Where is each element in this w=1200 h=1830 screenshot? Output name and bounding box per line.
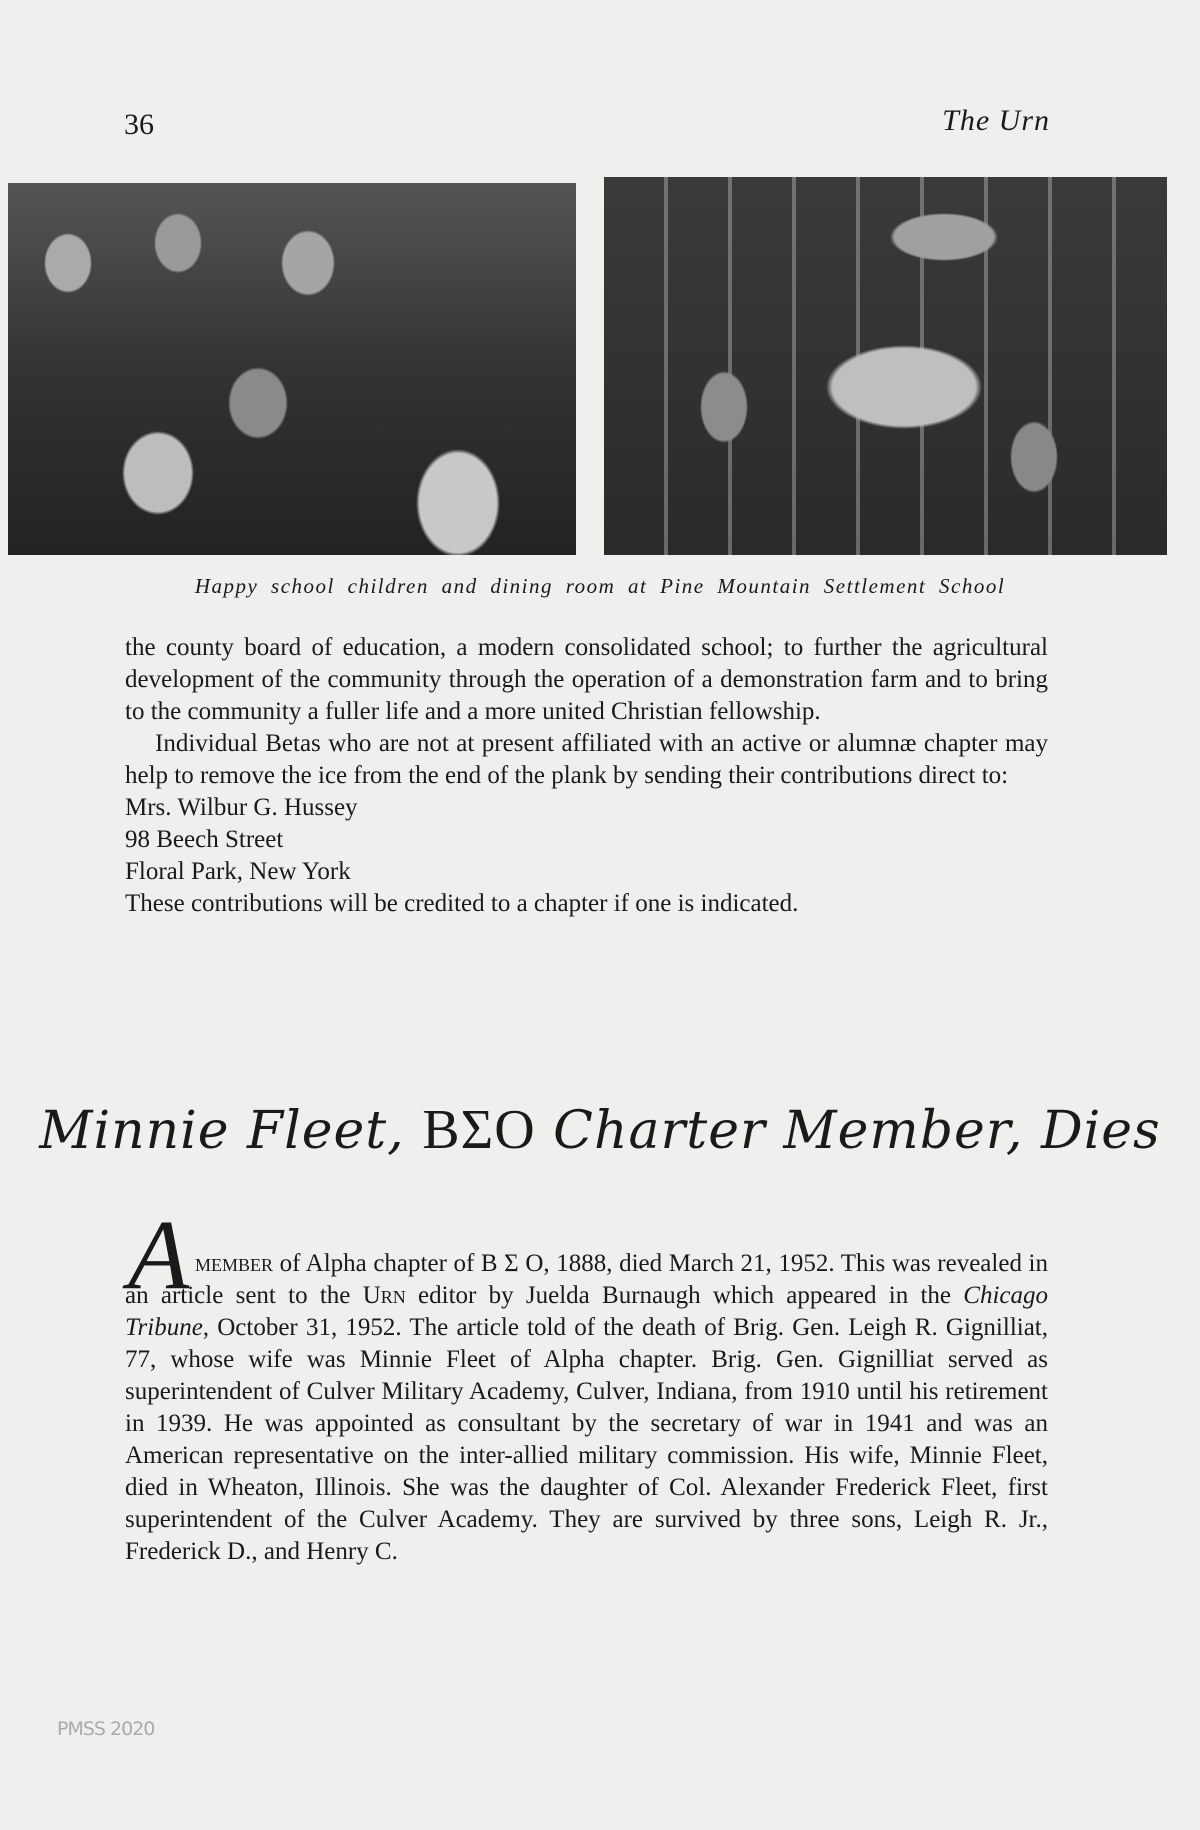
watermark: PMSS 2020 bbox=[57, 1718, 155, 1740]
title-part: Charter Member, Dies bbox=[553, 1101, 1161, 1161]
address-line: Floral Park, New York bbox=[125, 858, 351, 885]
photo-caption: Happy school children and dining room at Pine Mountain Settlement School bbox=[194, 574, 1006, 598]
newspaper-name: Chicago Tribune, bbox=[125, 1282, 1048, 1341]
text: October 31, 1952. The article told of the death of Brig. Gen. Leigh R. Gignilliat, 77, whose wife was Minnie Fleet of Alpha chapter. Brig. Gen. Gignilliat served as superintendent of Culver Military Academy, Culver, Indiana, from 1910 until his retirement in 1939. He was appointed as consultant by the secretary of war in 1941 and was an American representative on the inter-allied military commission. His wife, Minnie Fleet, died in Wheaton, Illinois. She was the daughter of Col. Alexander Frederick Fleet, first superintendent of the Culver Academy. They are survived by three sons, Leigh R. Jr., Frederick D., and Henry C. bbox=[125, 1314, 1048, 1565]
text: of Alpha chapter of B Σ O, 1888, died March 21, 1952. This was revealed in an article sent to the bbox=[125, 1250, 1048, 1309]
address-line: Mrs. Wilbur G. Hussey bbox=[125, 794, 358, 821]
obituary-paragraph bbox=[125, 1248, 1048, 1568]
title-greek-letters: BΣO bbox=[422, 1099, 536, 1161]
school-children-photo bbox=[8, 183, 576, 555]
paragraph: These contributions will be credited to a chapter if one is indicated. bbox=[125, 890, 799, 917]
article-continuation bbox=[125, 632, 1048, 920]
text: editor by Juelda Burnaugh which appeared in the bbox=[405, 1282, 964, 1309]
address-line: 98 Beech Street bbox=[125, 826, 284, 853]
obituary-text bbox=[125, 1248, 1048, 1568]
article-title bbox=[0, 1098, 1200, 1162]
publication-name: Urn bbox=[362, 1282, 406, 1309]
lead-word: member bbox=[195, 1250, 274, 1277]
drop-cap: A bbox=[128, 1199, 190, 1310]
title-part: Minnie Fleet, bbox=[39, 1101, 405, 1161]
paragraph: Individual Betas who are not at present affiliated with an active or alumnæ chapter may help to remove the ice from the end of the plank by sending their contributions direct to: bbox=[125, 730, 1048, 789]
page-number: 36 bbox=[124, 108, 154, 141]
running-head: The Urn bbox=[942, 104, 1050, 137]
dining-room-photo bbox=[604, 177, 1167, 555]
paragraph: the county board of education, a modern consolidated school; to further the agricultural development of the community through the operation of a demonstration farm and to bring to the community a fuller life and a more united Christian fellowship. bbox=[125, 634, 1048, 725]
